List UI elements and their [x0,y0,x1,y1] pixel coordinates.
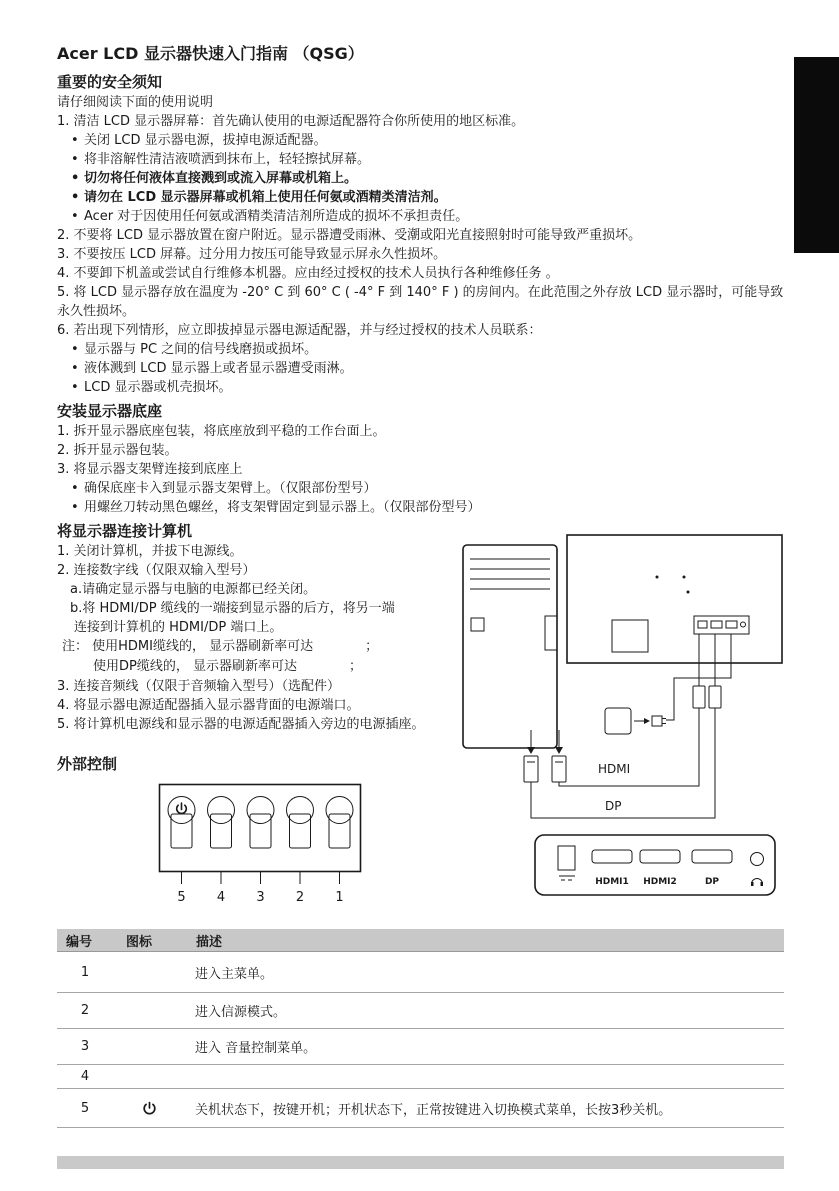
header-icon: 图标 [126,934,153,950]
control-button [247,797,274,849]
dc-in-port [558,846,575,870]
section-heading-install-base: 安装显示器底座 [57,402,163,420]
power-icon [177,803,187,813]
controls-table [57,929,784,1128]
button-number-3: 3 [256,890,265,905]
row-number: 4 [80,1069,90,1084]
power-adapter [605,708,666,734]
audio-port [751,853,764,866]
table-header-row [57,929,784,952]
dp-port-label: DP [704,877,720,887]
dp-connector [552,730,566,782]
header-number: 编号 [66,934,93,950]
safety-item-3: 3. 不要按压 LCD 屏幕。过分用力按压可能导致显示屏永久性损坏。 [57,247,447,262]
connect-item-1: 1. 关闭计算机，并拔下电源线。 [57,544,243,559]
install-bullet: • 用螺丝刀转动黑色螺丝，将支架臂固定到显示器上。（仅限部份型号） [57,498,784,517]
install-item-3: 3. 将显示器支架臂连接到底座上 [57,462,243,477]
button-number-2: 2 [295,890,305,905]
hdmi1-port [592,850,632,863]
hdmi2-port-label: HDMI2 [643,877,677,887]
safety-item-4: 4. 不要卸下机盖或尝试自行维修本机器。应由经过授权的技术人员执行各种维修任务 。 [57,266,559,281]
table-row [57,952,784,993]
safety-bullet: • LCD 显示器或机壳损坏。 [57,378,784,397]
row-number: 2 [80,1003,90,1018]
footer-bar [57,1156,784,1169]
safety-item-1: 1. 清洁 LCD 显示器屏幕：首先确认使用的电源适配器符合你所使用的地区标准。 [57,114,525,129]
table-row [57,1065,784,1089]
page-title: Acer LCD 显示器快速入门指南 （QSG） [57,44,364,63]
control-button [208,797,235,849]
row-description: 进入信源模式。 [195,1005,287,1020]
install-item-1: 1. 拆开显示器底座包装，将底座放到平稳的工作台面上。 [57,424,386,439]
section-heading-safety: 重要的安全须知 [57,73,163,91]
dc-symbol [559,876,575,880]
connect-item-2b-cont: 连接到计算机的 HDMI/DP 端口上。 [74,620,283,635]
install-bullet: • 确保底座卡入到显示器支架臂上。（仅限部份型号） [57,479,784,498]
connect-item-2a: a.请确定显示器与电脑的电源都已经关闭。 [70,582,317,597]
table-row [57,1029,784,1065]
safety-bullet: • 显示器与 PC 之间的信号线磨损或损坏。 [57,340,784,359]
section-heading-controls: 外部控制 [57,755,118,773]
dp-plug-top [709,686,721,708]
row-description: 关机状态下，按键开机；开机状态下，正常按键进入切换模式菜单，长按3秒关机。 [195,1102,672,1118]
connect-note-hdmi: 注： 使用HDMI缆线的， 显示器刷新率可达 ； [62,639,379,654]
computer-tower [463,545,557,748]
connect-item-4: 4. 将显示器电源适配器插入显示器背面的电源端口。 [57,698,360,713]
safety-item-5: 5. 将 LCD 显示器存放在温度为 -20° C 到 60° C ( -4° F 到 140° F ) 的房间内。在此范围之外存放 LCD 显示器时，可能导致永久性损坏。 [57,285,784,319]
connect-item-2: 2. 连接数字线（仅限双输入型号） [57,563,256,578]
section-heading-connect: 将显示器连接计算机 [57,522,193,540]
control-buttons-diagram [158,783,373,908]
safety-bullet: • 关闭 LCD 显示器电源，拔掉电源适配器。 [57,131,784,150]
hdmi-connector [524,730,538,782]
table-row [57,993,784,1029]
control-button [287,797,314,849]
connect-note-dp: 使用DP缆线的， 显示器刷新率可达 ； [93,659,362,674]
hdmi2-port [640,850,680,863]
ports-panel [535,835,775,895]
safety-bullet: • 将非溶解性清洁液喷洒到抹布上，轻轻擦拭屏幕。 [57,150,784,169]
header-description: 描述 [196,934,223,950]
button-number-5: 5 [177,890,186,905]
row-description: 进入主菜单。 [195,966,274,982]
control-button-power [168,797,195,849]
control-button [326,797,353,849]
connect-section [57,521,459,908]
connection-diagram [450,528,795,908]
dp-cable-label: DP [605,799,622,813]
safety-bullet: • 切勿将任何液体直接溅到或流入屏幕或机箱上。 [57,169,784,188]
row-number: 3 [80,1039,90,1054]
hdmi-cable-label: HDMI [598,762,631,776]
button-number-1: 1 [335,890,344,905]
power-plug [652,716,662,726]
row-number: 1 [80,964,90,980]
edge-index-tab [794,57,839,253]
row-number: 5 [80,1100,90,1116]
monitor-back [567,535,782,663]
safety-item-2: 2. 不要将 LCD 显示器放置在窗户附近。显示器遭受雨淋、受潮或阳光直接照射时可能导致严重损坏。 [57,228,642,243]
hdmi1-port-label: HDMI1 [595,877,629,887]
hdmi-plug-top [693,686,705,708]
install-item-2: 2. 拆开显示器包装。 [57,443,178,458]
monitor-port-strip [694,616,749,634]
row-description: 进入 音量控制菜单。 [195,1041,317,1056]
safety-item-6: 6. 若出现下列情形，应立即拔掉显示器电源适配器，并与经过授权的技术人员联系： [57,323,542,338]
safety-intro: 请仔细阅读下面的使用说明 [57,95,214,110]
table-row [57,1089,784,1128]
safety-bullet: • 请勿在 LCD 显示器屏幕或机箱上使用任何氨或酒精类清洁剂。 [57,188,784,207]
power-icon [142,1101,157,1116]
button-number-4: 4 [216,890,226,905]
headphone-icon [751,879,763,887]
controls-bezel [160,785,361,872]
connect-item-5: 5. 将计算机电源线和显示器的电源适配器插入旁边的电源插座。 [57,717,425,732]
safety-bullet: • 液体溅到 LCD 显示器上或者显示器遭受雨淋。 [57,359,784,378]
stand-mount [612,620,648,652]
safety-bullet: • Acer 对于因使用任何氨或酒精类清洁剂所造成的损坏不承担责任。 [57,207,784,226]
row-icon-cell [113,1101,185,1116]
connect-item-3: 3. 连接音频线（仅限于音频输入型号）（选配件） [57,679,341,694]
dp-port [692,850,732,863]
connect-item-2b: b.将 HDMI/DP 缆线的一端接到显示器的后方，将另一端 [70,601,395,616]
